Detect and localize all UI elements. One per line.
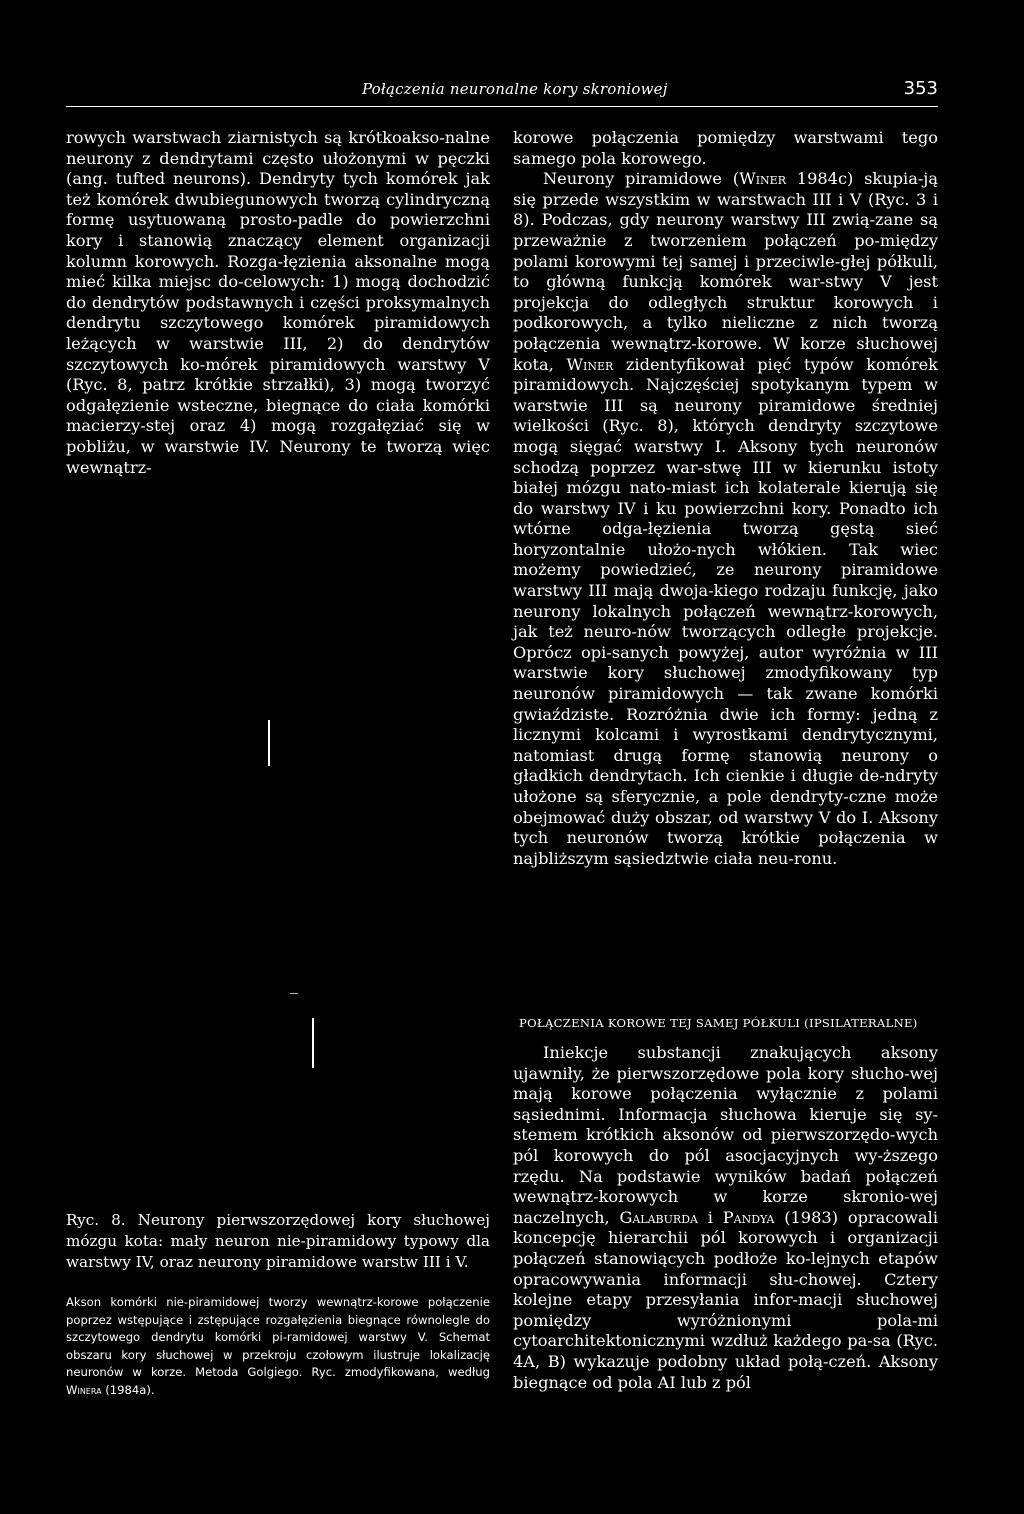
section-paragraph-1 xyxy=(513,1043,938,1393)
section-p1-start: Iniekcje substancji znakujących aksony ujawniły, że pierwszorzędowe pola kory słucho-wej mają korowe połączenia wyłącznie z polami sąsiednimi. Informacja słuchowa kieruje się sy-stemem krótkich aksonów od pierwszorzędo-wych pól korowych do pól asocjacyjnych wy-ższego rzędu. Na podstawie wyników badań połączeń wewnątrz-korowych w korze skronio-wej naczelnych, xyxy=(513,1043,938,1227)
figure-description xyxy=(66,1294,490,1400)
p2-rest: 1984c) skupia-ją się przede wszystkim w warstwach III i V (Ryc. 3 i 8). Podczas, gdy neurony warstwy III zwią-zane są przeważnie z tworzeniem połączeń po-między polami korowymi tej samej i przeciwle-głej półkuli, to główną funkcją komórek war-stwy V jest projekcja do odległych struktur korowych i podkorowych, a tylko nieliczne z nich tworzą połączenia wewnątrz-korowe. W korze słuchowej kota, xyxy=(513,169,938,374)
right-column xyxy=(513,128,938,869)
page-header xyxy=(66,78,938,104)
author-galaburda: Galaburda xyxy=(619,1207,698,1227)
p2-end: zidentyfikował pięć typów komórek piramidowych. Najczęściej spotykanym typem w warstwie III są neurony piramidowe średniej wielkości (Ryc. 8), których dendryty szczytowe mogą sięgać warstwy I. Aksony tych neuronów schodzą poprzez war-stwę III w kierunku istoty białej mózgu nato-miast ich kolaterale kierują się do warstwy IV i ku powierzchni kory. Ponadto ich wtórne odga-łęzienia tworzą gęstą sieć horyzontalnie ułożo-nych włókien. Tak wiec możemy powiedzieć, ze neurony piramidowe warstwy III mają dwoja-kiego rodzaju funkcję, jako neurony lokalnych połączeń wewnątrz-korowych, jak też neuro-nów tworzących odległe projekcje. Oprócz opi-sanych powyżej, autor wyróżnia w III warstwie kory słuchowej zmodyfikowany typ neuronów piramidowych — tak zwane komórki gwiaździste. Rozróżnia dwie ich formy: jedną z licznymi kolcami i wyrostkami dendrytycznymi, natomiast drugą formę stanowią neurony o gładkich dendrytach. Ich cienkie i długie de-ndryty ułożone są sferycznie, a pole dendryty-czne może obejmować duży obszar, od warstwy V do I. Aksony tych neuronów tworzą krótkie połączenia w najbliższym sąsiedztwie ciała neu-ronu. xyxy=(513,354,938,868)
left-column xyxy=(66,128,490,478)
author-pandya: Pandya xyxy=(722,1207,775,1227)
section-p1-end: (1983) opracowali koncepcję hierarchii pól korowych i organizacji połączeń stanowiących podłoże ko-lejnych etapów opracowywania informacji słu-chowej. Cztery kolejne etapy przesyłania infor-macji słuchowej pomiędzy wyróżnionymi pola-mi cytoarchitektonicznymi wzdłuż każdego pa-sa (Ryc. 4A, B) wykazuje podobny układ połą-czeń. Aksony biegnące od pola AI lub z pól xyxy=(513,1207,938,1392)
figure-mark-1 xyxy=(268,720,270,766)
section-body xyxy=(513,1043,938,1393)
description-start: Akson komórki nie-piramidowej tworzy wewnątrz-korowe połączenie poprzez wstępujące i zstępujące rozgałęzienia biegnące równolegle do szczytowego dendrytu komórki pi-ramidowej warstwy V. Schemat obszaru kory słuchowej w przekroju czołowym ilustruje lokalizację neuronów w korze. Metoda Golgiego. Ryc. zmodyfikowana, według xyxy=(66,1295,490,1380)
author-winer-2: Winer xyxy=(566,354,614,374)
figure-caption xyxy=(66,1210,490,1273)
figure-caption-text: Ryc. 8. Neurony pierwszorzędowej kory słuchowej mózgu kota: mały neuron nie-piramidowy typowy dla warstwy IV, oraz neurony piramidowe warstw III i V. xyxy=(66,1211,490,1271)
left-paragraph-1: rowych warstwach ziarnistych są krótkoakso-nalne neurony z dendrytami często ułożonymi w pęczki (ang. tufted neurons). Dendryty tych komórek jak też komórek dwubiegunowych tworzą cylindryczną formę usytuowaną prosto-padle do powierzchni kory i stanowią znaczący element organizacji kolumn korowych. Rozga-łęzienia aksonalne mogą mieć kilka miejsc do-celowych: 1) mogą dochodzić do dendrytów podstawnych i części proksymalnych dendrytu szczytowego komórek piramidowych leżących w warstwie III, 2) do dendrytów szczytowych ko-mórek piramidowych warstwy V (Ryc. 8, patrz krótkie strzałki), 3) mogą tworzyć odgałęzienie wsteczne, biegnące do ciała komórki macierzy-stej oraz 4) mogą rozgałęziać się w pobliżu, w warstwie IV. Neurony te tworzą więc wewnątrz- xyxy=(66,128,490,477)
section-conj: i xyxy=(697,1207,723,1227)
figure-mark-3 xyxy=(290,993,298,994)
section-heading: POŁĄCZENIA KOROWE TEJ SAMEJ PÓŁKULI (IPSILATERALNE) xyxy=(519,1016,918,1030)
running-title: Połączenia neuronalne kory skroniowej xyxy=(362,80,668,98)
author-winer: Winer xyxy=(739,169,786,189)
page-number: 353 xyxy=(903,78,938,99)
right-paragraph-1: korowe połączenia pomiędzy warstwami tego samego pola korowego. xyxy=(513,128,938,168)
author-winera: Winera xyxy=(66,1382,102,1397)
right-paragraph-2 xyxy=(513,169,938,869)
figure-description-text xyxy=(66,1294,490,1400)
p2-start: Neurony piramidowe ( xyxy=(543,169,740,189)
figure-8-image xyxy=(66,540,490,1200)
description-end: (1984a). xyxy=(101,1382,155,1397)
header-rule xyxy=(66,106,938,107)
figure-mark-2 xyxy=(312,1018,314,1068)
